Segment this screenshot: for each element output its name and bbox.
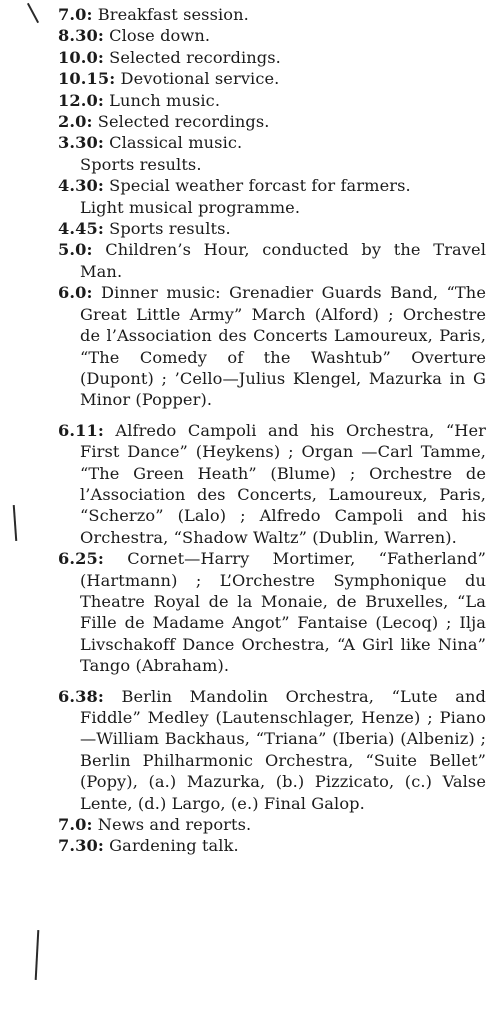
- margin-mark: [13, 505, 18, 541]
- entry-text: Children’s Hour, conducted by the Travel Man.: [80, 240, 486, 281]
- entry-extra-text: Sports results.: [80, 154, 202, 174]
- entry-text: Lunch music.: [109, 90, 221, 110]
- entry-text: Berlin Mandolin Orchestra, “Lute and Fiddle” Medley (Lautenschlager, Henze) ; Piano—William Backhaus, “Triana” (Iberia) (Albeniz) ; Berlin Philharmonic Orchestra, “Suite Bellet” (Popy), (a.) Mazurka, (b.) Pizzicato, (c.) Valse Lente, (d.) Largo, (e.) Final Galop.: [80, 686, 486, 813]
- programme-entry: [58, 175, 486, 218]
- programme-entry: [58, 90, 486, 111]
- entry-time: 7.0:: [58, 815, 93, 835]
- programme-entry: [58, 132, 486, 175]
- ink-tick-mark: [27, 3, 39, 23]
- entry-text: Sports results.: [109, 219, 231, 239]
- entry-text: Cornet—Harry Mortimer, “Fatherland” (Hartmann) ; L’Orchestre Symphonique du Theatre Royal de la Monaie, de Bruxelles, “La Fille de Madame Angot” Fantaise (Lecoq) ; Ilja Livschakoff Dance Orchestra, “A Girl like Nina” Tango (Abraham).: [80, 549, 487, 676]
- entry-time: 7.30:: [58, 836, 104, 856]
- entry-extra-text: Light musical programme.: [80, 197, 301, 217]
- margin-mark: [35, 930, 40, 980]
- entry-text: Classical music.: [109, 133, 243, 153]
- entry-time: 12.0:: [58, 90, 104, 110]
- entry-time: 10.15:: [58, 69, 116, 89]
- programme-entry: [58, 111, 486, 132]
- entry-text: Close down.: [109, 26, 211, 46]
- programme-entry: [58, 25, 486, 46]
- entry-time: 4.30:: [58, 176, 104, 196]
- entry-time: 5.0:: [58, 240, 93, 260]
- entry-time: 6.0:: [58, 283, 93, 303]
- entry-text: Gardening talk.: [109, 836, 239, 856]
- entry-text: Alfredo Campoli and his Orchestra, “Her First Dance” (Heykens) ; Organ —Carl Tamme, “The Green Heath” (Blume) ; Orchestre de l’Association des Concerts, Lamoureux, Paris, “Scherzo” (Lalo) ; Alfredo Campoli and his Orchestra, “Shadow Waltz” (Dublin, Warren).: [80, 420, 486, 547]
- entry-time: 4.45:: [58, 219, 104, 239]
- entry-text: Special weather forcast for farmers.: [109, 176, 411, 196]
- entry-time: 6.25:: [58, 549, 104, 569]
- programme-entry: [58, 814, 486, 835]
- entry-time: 2.0:: [58, 112, 93, 132]
- programme-entry: [58, 4, 486, 25]
- programme-entry: [58, 686, 486, 814]
- entry-text: Breakfast session.: [97, 5, 249, 24]
- entry-time: 10.0:: [58, 47, 104, 67]
- programme-entry: [58, 47, 486, 68]
- entry-text: News and reports.: [97, 815, 252, 835]
- entry-time: 6.11:: [58, 420, 104, 440]
- entry-time: 6.38:: [58, 686, 104, 706]
- entry-text: Selected recordings.: [97, 112, 270, 132]
- programme-entry: [58, 218, 486, 239]
- entry-text: Selected recordings.: [109, 47, 281, 67]
- programme-entry: [58, 68, 486, 89]
- entry-text: Devotional service.: [120, 69, 280, 89]
- programme-entry: [58, 239, 486, 282]
- entry-time: 3.30:: [58, 133, 104, 153]
- programme-entry: [58, 548, 486, 676]
- entry-text: Dinner music: Grenadier Guards Band, “The Great Little Army” March (Alford) ; Orchestre de l’Association des Concerts Lamoureux, Paris, “The Comedy of the Washtub” Overture (Dupont) ; ’Cello—Julius Klengel, Mazurka in G Minor (Popper).: [80, 283, 486, 410]
- programme-entry: [58, 835, 486, 856]
- entry-time: 7.0:: [58, 5, 93, 24]
- programme-entry: [58, 420, 486, 548]
- entry-time: 8.30:: [58, 26, 104, 46]
- programme-entry: [58, 282, 486, 410]
- radio-programme-listing: [58, 4, 486, 857]
